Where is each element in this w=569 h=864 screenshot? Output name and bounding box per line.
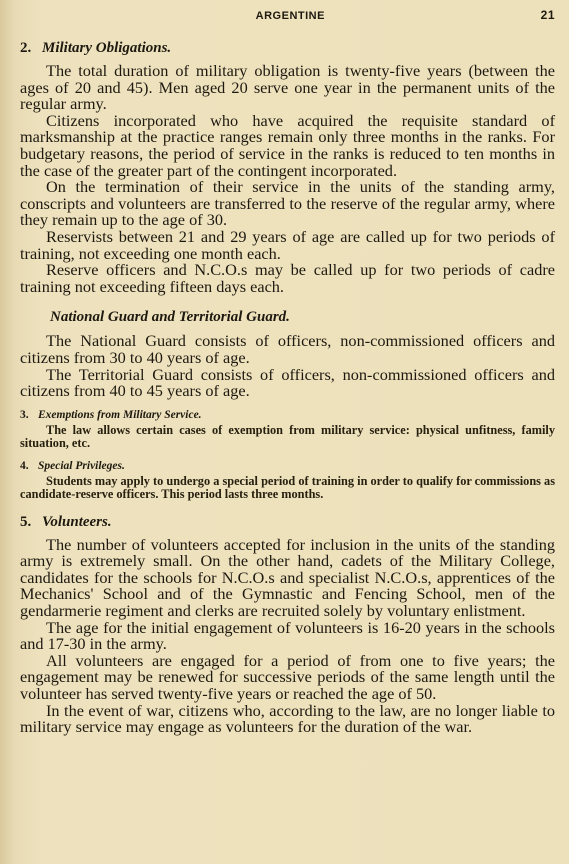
page-number: 21: [540, 8, 555, 22]
section-title: Military Obligations.: [42, 40, 172, 56]
section-title: Special Privileges.: [38, 459, 125, 472]
paragraph: In the event of war, citizens who, according to the law, are no longer liable to military service may engage as volunteers for the duration of the war.: [20, 700, 555, 737]
section-heading-exemptions: [20, 409, 555, 421]
page-header: [20, 8, 555, 28]
section-number: 5.: [20, 513, 32, 530]
section-title: Volunteers.: [42, 513, 112, 530]
running-title: ARGENTINE: [255, 10, 325, 22]
paragraph: Reserve officers and N.C.O.s may be called up for two periods of cadre training not exceeding fifteen days each.: [20, 260, 555, 296]
paragraph: Students may apply to undergo a special period of training in order to qualify for commissions as candidate-reserve officers. This period lasts three months.: [20, 473, 555, 502]
paragraph: Reservists between 21 and 29 years of age are called up for two periods of training, not exceeding one month each.: [20, 226, 555, 263]
paragraph: Citizens incorporated who have acquired the requisite standard of marksmanship at the practice ranges remain only three months in the ranks. For budgetary reasons, the period of service in the ranks is reduced to ten months in the case of the greater part of the contingent incorporated.: [20, 110, 555, 180]
section-number: 2.: [20, 40, 32, 56]
paragraph: The total duration of military obligation is twenty-five years (between the ages of 20 and 45). Men aged 20 serve one year in the permanent units of the regular army.: [20, 61, 555, 114]
paragraph: On the termination of their service in the units of the standing army, conscripts and volunteers are transferred to the reserve of the regular army, where they remain up to the age of 30.: [20, 177, 555, 230]
section-title: Exemptions from Military Service.: [38, 408, 202, 421]
paragraph: The National Guard consists of officers, non-commissioned officers and citizens from 30 to 40 years of age.: [20, 331, 555, 367]
paragraph: The Territorial Guard consists of officers, non-commissioned officers and citizens from 40 to 45 years of age.: [20, 364, 555, 401]
section-heading-special-privileges: [20, 460, 555, 472]
section-number: 4.: [20, 459, 29, 472]
paragraph: All volunteers are engaged for a period of from one to five years; the engagement may be renewed for successive periods of the same length until the volunteer has served twenty-five years or reached the age of 50.: [20, 650, 555, 704]
paragraph: The number of volunteers accepted for inclusion in the units of the standing army is extremely small. On the other hand, cadets of the Military College, candidates for the schools for N.C.O.s and specialist N.C.O.s, apprentices of the Mechanics' School and of the Gymnastic and Fencing School, men of the gendarmerie regiment and clerks are recruited solely by voluntary enlistment.: [20, 534, 555, 621]
section-heading-military-obligations: [20, 40, 555, 57]
section-heading-volunteers: [20, 514, 555, 531]
section-number: 3.: [20, 408, 29, 421]
paragraph: The law allows certain cases of exemption from military service: physical unfitness, family situation, etc.: [20, 422, 555, 451]
paragraph: The age for the initial engagement of volunteers is 16-20 years in the schools and 17-30 in the army.: [20, 617, 555, 654]
subheading-national-guard: National Guard and Territorial Guard.: [50, 309, 290, 326]
